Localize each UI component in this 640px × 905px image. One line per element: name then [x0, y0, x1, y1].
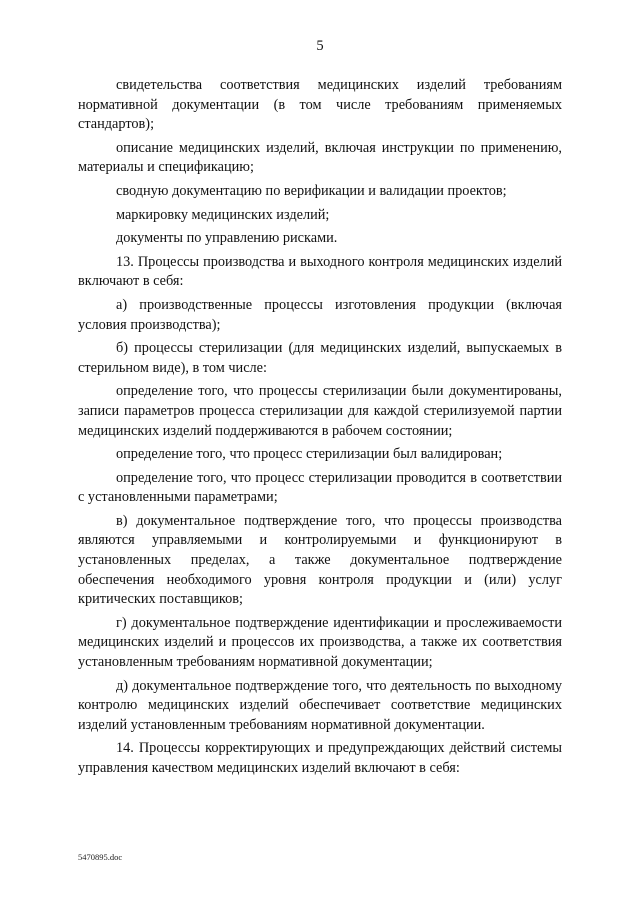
- document-body: [78, 76, 562, 783]
- paragraph: а) производственные процессы изготовления продукции (включая условия производства);: [78, 296, 562, 333]
- paragraph: свидетельства соответствия медицинских изделий требованиям нормативной документации (в том числе требованиям применяемых стандартов);: [78, 77, 562, 133]
- paragraph: документы по управлению рисками.: [116, 230, 338, 247]
- paragraph: в) документальное подтверждение того, что процессы производства являются управляемыми и контролируемыми и функционируют в установленных пределах, а также документальное подтверждение обеспечения необходимого уровня контроля продукции и (или) услуг критических поставщиков;: [78, 512, 562, 608]
- paragraph: описание медицинских изделий, включая инструкции по применению, материалы и спецификацию;: [78, 139, 562, 176]
- paragraph: г) документальное подтверждение идентификации и прослеживаемости медицинских изделий и процессов их производства, а также их соответствия установленным требованиям нормативной документации;: [78, 614, 562, 671]
- paragraph: б) процессы стерилизации (для медицинских изделий, выпускаемых в стерильном виде), в том числе:: [78, 340, 562, 376]
- paragraph: д) документальное подтверждение того, что деятельность по выходному контролю медицинских изделий обеспечивает соответствие медицинских изделий установленным требованиям нормативной документации.: [78, 677, 562, 733]
- paragraph: определение того, что процессы стерилизации были документированы, записи параметров процесса стерилизации для каждой стерилизуемой партии медицинских изделий поддерживаются в рабочем состоянии;: [78, 383, 562, 439]
- paragraph: 14. Процессы корректирующих и предупреждающих действий системы управления качеством медицинских изделий включают в себя:: [78, 740, 562, 776]
- footer-filename: 5470895.doc: [78, 852, 123, 862]
- paragraph: определение того, что процесс стерилизации проводится в соответствии с установленными параметрами;: [78, 469, 562, 506]
- paragraph: маркировку медицинских изделий;: [116, 206, 330, 223]
- paragraph: определение того, что процесс стерилизации был валидирован;: [116, 446, 503, 463]
- paragraph: 13. Процессы производства и выходного контроля медицинских изделий включают в себя:: [78, 253, 562, 290]
- page-number: 5: [316, 38, 324, 54]
- paragraph: сводную документацию по верификации и валидации проектов;: [116, 182, 507, 199]
